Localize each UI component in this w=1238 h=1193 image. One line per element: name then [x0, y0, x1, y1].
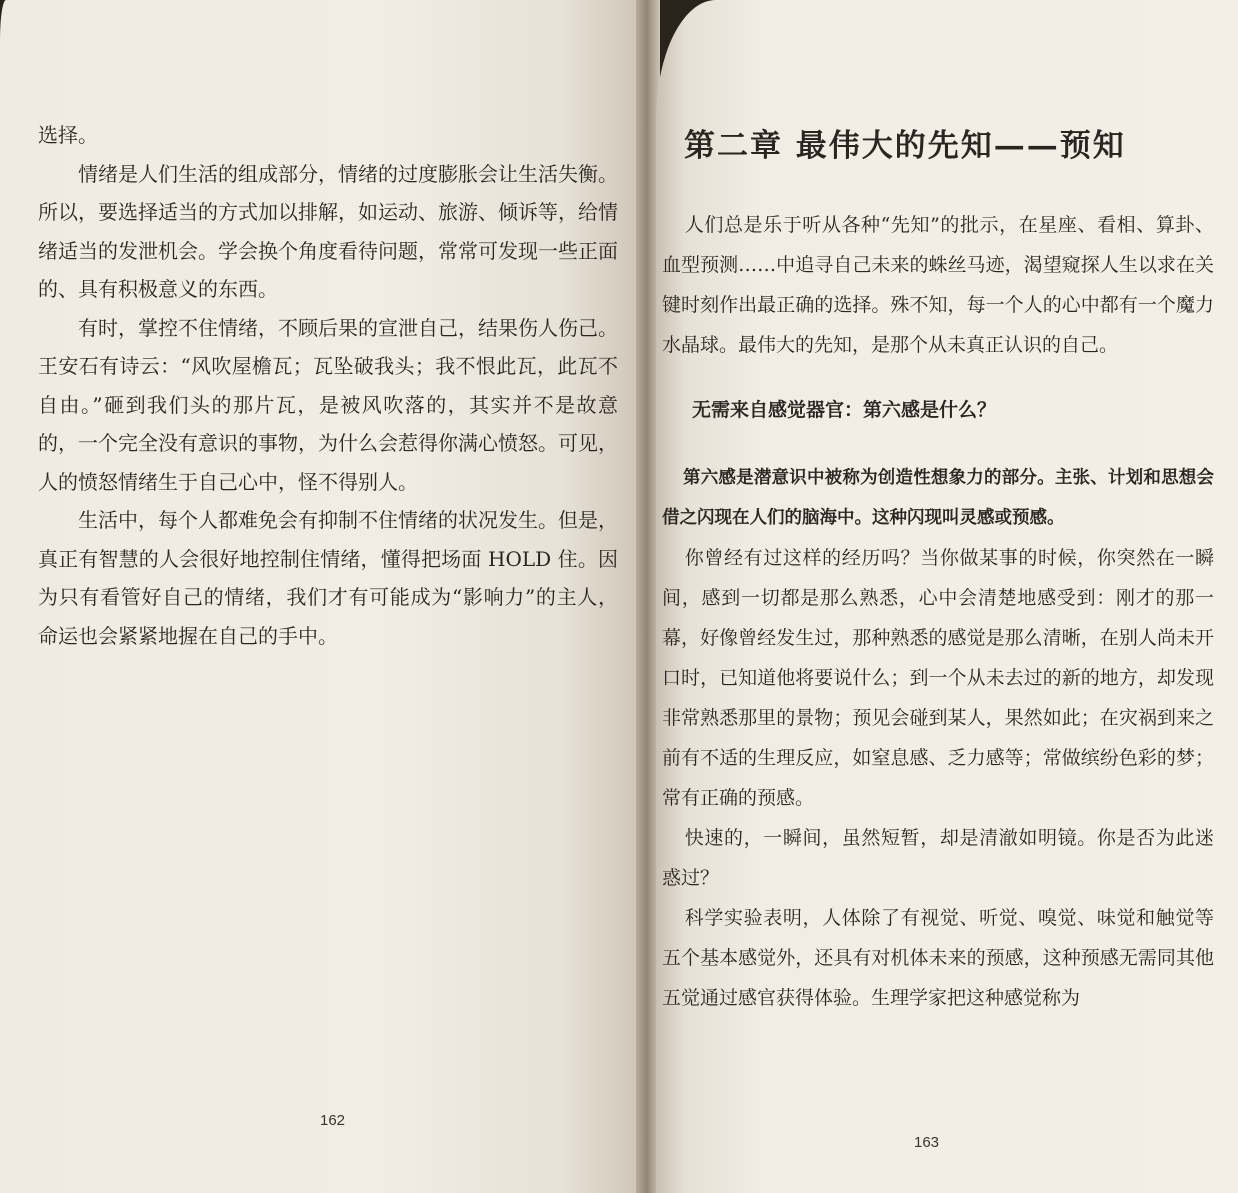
paragraph: 快速的，一瞬间，虽然短暂，却是清澈如明镜。你是否为此迷惑过？ — [662, 827, 1214, 889]
chapter-title: 第二章 最伟大的先知——预知 — [684, 128, 1126, 164]
paragraph: 科学实验表明，人体除了有视觉、听觉、嗅觉、味觉和触觉等五个基本感觉外，还具有对机体未来的预感，这种预感无需同其他五觉通过感官获得体验。生理学家把这种感觉称为 — [662, 907, 1214, 1009]
bold-paragraph: 第六感是潜意识中被称为创造性想象力的部分。主张、计划和思想会借之闪现在人们的脑海中。这种闪现叫灵感或预感。 — [662, 468, 1214, 528]
paragraph: 生活中，每个人都难免会有抑制不住情绪的状况发生。但是，真正有智慧的人会很好地控制住情绪，懂得把场面 HOLD 住。因为只有看管好自己的情绪，我们才有可能成为“影响力”的主人，命运也会紧紧地握在自己的手中。 — [38, 508, 618, 648]
intro-paragraph: 人们总是乐于听从各种“先知”的批示，在星座、看相、算卦、血型预测……中追寻自己未来的蛛丝马迹，渴望窥探人生以求在关键时刻作出最正确的选择。殊不知，每一个人的心中都有一个魔力水晶球。最伟大的先知，是那个从未真正认识的自己。 — [662, 214, 1214, 356]
paragraph: 你曾经有过这样的经历吗？当你做某事的时候，你突然在一瞬间，感到一切都是那么熟悉，心中会清楚地感受到：刚才的那一幕，好像曾经发生过，那种熟悉的感觉是那么清晰，在别人尚未开口时，已知道他将要说什么；到一个从未去过的新的地方，却发现非常熟悉那里的景物；预见会碰到某人，果然如此；在灾祸到来之前有不适的生理反应，如窒息感、乏力感等；常做缤纷色彩的梦；常有正确的预感。 — [662, 547, 1214, 809]
paragraph: 选择。 — [38, 123, 98, 147]
left-page-body — [38, 116, 618, 655]
section-heading: 无需来自感觉器官：第六感是什么？ — [692, 399, 997, 421]
page-number: 162 — [320, 1112, 346, 1129]
paragraph: 情绪是人们生活的组成部分，情绪的过度膨胀会让生活失衡。所以，要选择适当的方式加以排解，如运动、旅游、倾诉等，给情绪适当的发泄机会。学会换个角度看待问题，常常可发现一些正面的、具有积极意义的东西。 — [38, 161, 618, 301]
paragraph: 有时，掌控不住情绪，不顾后果的宣泄自己，结果伤人伤己。王安石有诗云：“风吹屋檐瓦；瓦坠破我头；我不恨此瓦，此瓦不自由。”砸到我们头的那片瓦，是被风吹落的，其实并不是故意的，一个完全没有意识的事物，为什么会惹得你满心愤怒。可见，人的愤怒情绪生于自己心中，怪不得别人。 — [38, 315, 618, 494]
right-page-body — [662, 205, 1214, 1018]
page-number: 163 — [914, 1134, 940, 1151]
right-page — [656, 0, 1238, 1193]
